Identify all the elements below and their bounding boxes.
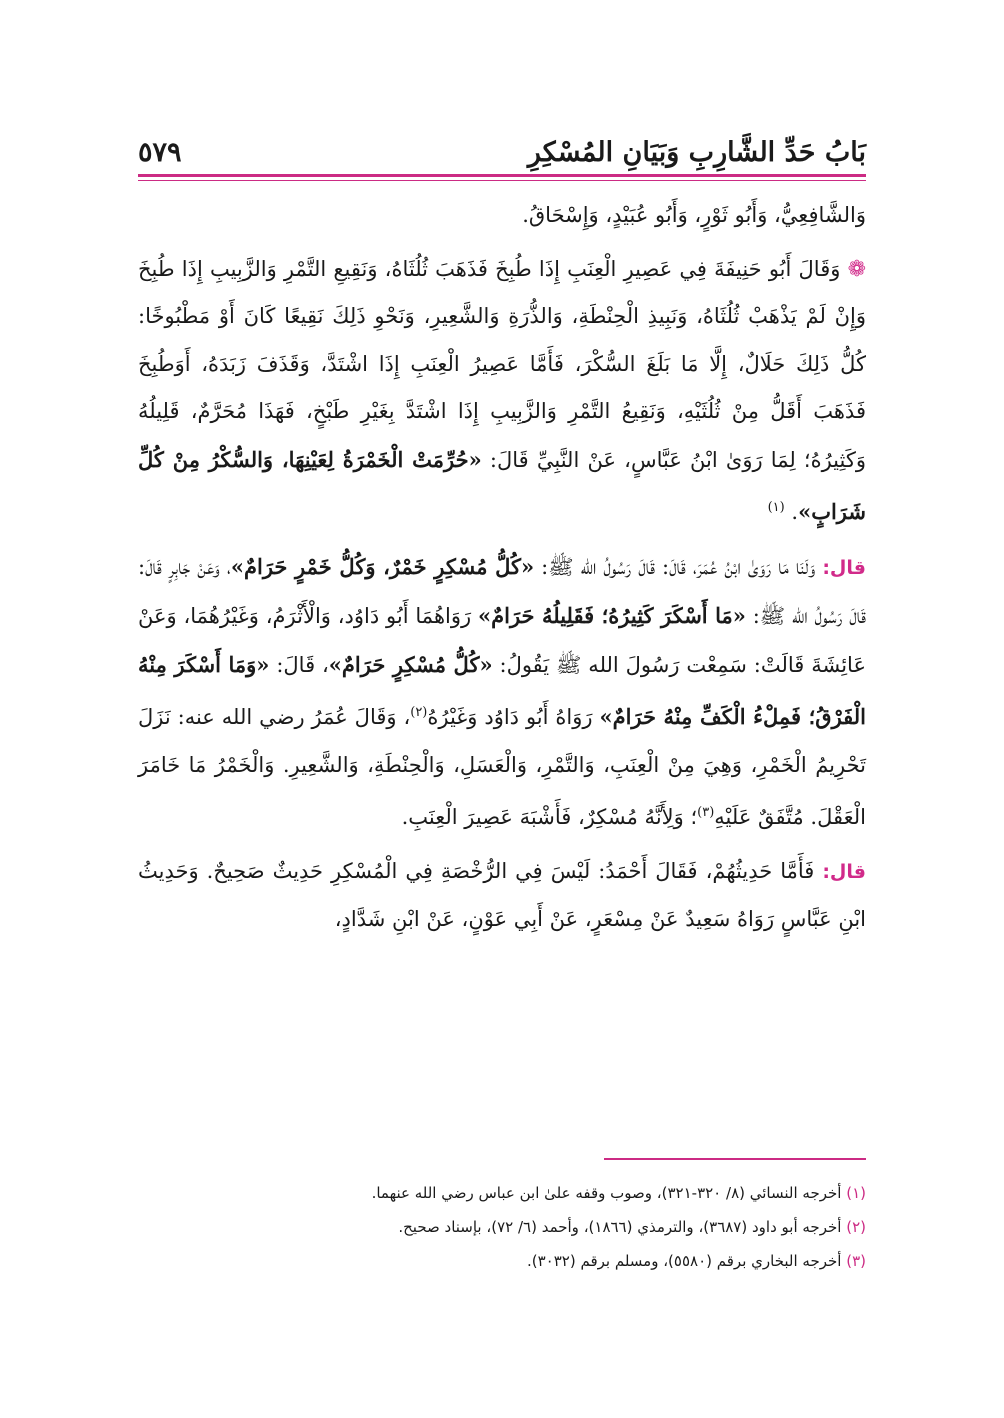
footnote-number: (١) (846, 1184, 866, 1202)
page-header (138, 120, 866, 168)
footnote-ref-1[interactable]: (١) (767, 500, 785, 515)
footnote-text: أخرجه أبو داود (٣٦٨٧)، والترمذي (١٨٦٦)، وأحمد (٦/ ٧٢)، بإسناد صحيح. (398, 1218, 842, 1236)
hadith-quote: «مَا أَسْكَرَ كَثِيرُهُ؛ فَقَلِيلُهُ حَرَامٌ» (477, 603, 746, 628)
footnote-2 (138, 1212, 866, 1242)
paragraph-3-text-f: ، وَقَالَ عُمَرُ رضي الله عنه: نَزَلَ تَحْرِيمُ الْخَمْرِ، وَهِيَ مِنْ الْعِنَبِ، وَالتَّمْرِ، وَالْعَسَلِ، وَالْحِنْطَةِ، وَالشَّعِيرِ. وَالْخَمْرُ مَا خَامَرَ الْعَقْلَ. مُتَّفَقٌ عَلَيْهِ (138, 705, 866, 829)
footnote-text: أخرجه البخاري برقم (٥٥٨٠)، ومسلم برقم (٣٠٣٢). (526, 1252, 842, 1270)
paragraph-3-text-e: رَوَاهُ أَبُو دَاوُد وَغَيْرُهُ (427, 705, 593, 729)
paragraph-3-text-b: ، وَعَنْ جَابِرٍ قَالَ: قَالَ رَسُولُ الله ﷺ: (138, 554, 866, 628)
hadith-quote: «حُرِّمَتْ الْخَمْرَةُ لِعَيْنِهَا، وَالسُّكْرُ مِنْ كُلِّ شَرَابٍ» (138, 446, 866, 524)
paragraph-3-text-g: ؛ وَلِأَنَّهُ مُسْكِرٌ، فَأَشْبَهَ عَصِيرَ الْعِنَبِ. (401, 805, 698, 829)
footnote-number: (٣) (846, 1252, 866, 1270)
paragraph-3-text-c: رَوَاهُمَا أَبُو دَاوُد، وَالْأَثْرَمُ، وَغَيْرُهُمَا، وَعَنْ عَائِشَةَ قَالَتْ: سَمِعْت رَسُولَ الله ﷺ يَقُولُ: (138, 604, 866, 677)
paragraph-1 (138, 192, 866, 240)
paragraph-3-text-a: وَلَنَا مَا رَوَىٰ ابْنُ عُمَرَ، قَالَ: قَالَ رَسُولُ الله ﷺ: (541, 554, 816, 579)
paragraph-2 (138, 246, 866, 537)
paragraph-2-text: وَقَالَ أَبُو حَنِيفَةَ فِي عَصِيرِ الْعِنَبِ إِذَا طُبِخَ فَذَهَبَ ثُلُثَاهُ، وَنَقِيعِ التَّمْرِ وَالزَّبِيبِ إِذَا طُبِخَ وَإِنْ لَمْ يَذْهَبْ ثُلُثَاهُ، وَنَبِيذِ الْحِنْطَةِ، وَالذُّرَةِ وَالشَّعِيرِ، وَنَحْوِ ذَلِكَ نَقِيعًا كَانَ أَوْ مَطْبُوخًا: كُلُّ ذَلِكَ حَلَالٌ، إِلَّا مَا بَلَغَ السُّكْرَ، فَأَمَّا عَصِيرُ الْعِنَبِ إِذَا اشْتَدَّ، وَقَذَفَ زَبَدَهُ، أَوَطُبِخَ فَذَهَبَ أَقَلُّ مِنْ ثُلُثَيْهِ، وَنَقِيعُ التَّمْرِ وَالزَّبِيبِ إِذَا اشْتَدَّ بِغَيْرِ طَبْخٍ، فَهَذَا مُحَرَّمٌ، قَلِيلُهُ وَكَثِيرُهُ؛ لِمَا رَوَىٰ ابْنُ عَبَّاسٍ، عَنْ النَّبِيِّ قَالَ: (138, 256, 866, 472)
body-text (138, 192, 866, 944)
footnote-1 (138, 1178, 866, 1208)
qala-label: قال: (822, 860, 866, 883)
running-title: بَابُ حَدِّ الشَّارِبِ وَبَيَانِ المُسْكِرِ (527, 137, 866, 168)
footnote-3 (138, 1246, 866, 1276)
paragraph-1-text: وَالشَّافِعِيُّ، وَأَبُو ثَوْرٍ، وَأَبُو عُبَيْدٍ، وَإِسْحَاقُ. (522, 203, 866, 227)
header-rule-thin (138, 180, 866, 181)
footnote-ref-2[interactable]: (٢) (410, 705, 428, 720)
footnote-ref-3[interactable]: (٣) (697, 805, 715, 820)
header-rule-thick (138, 174, 866, 177)
paragraph-2-end: . (791, 500, 799, 524)
footnote-separator (604, 1158, 866, 1160)
footnote-text: أخرجه النسائي (٨/ ٣٢٠-٣٢١)، وصوب وقفه علىٰ ابن عباس رضي الله عنهما. (371, 1184, 842, 1202)
footnote-number: (٢) (846, 1218, 866, 1236)
flower-ornament-icon: ❁ (847, 256, 866, 282)
paragraph-3 (138, 543, 866, 842)
page-number: ٥٧٩ (138, 137, 182, 168)
hadith-quote: «كُلُّ مُسْكِرٍ حَرَامٌ» (328, 651, 493, 677)
paragraph-4-text: فَأَمَّا حَدِيثُهُمْ، فَقَالَ أَحْمَدُ: لَيْسَ فِي الرُّخْصَةِ فِي الْمُسْكِرِ حَدِيثٌ صَحِيحٌ. وَحَدِيثُ ابْنِ عَبَّاسٍ رَوَاهُ سَعِيدٌ عَنْ مِسْعَرٍ، عَنْ أَبِي عَوْنٍ، عَنْ ابْنِ شَدَّادٍ، (138, 858, 866, 931)
paragraph-4 (138, 848, 866, 944)
hadith-quote: «كُلُّ مُسْكِرٍ خَمْرٌ، وَكُلُّ خَمْرٍ حَرَامٌ» (230, 553, 535, 579)
qala-label: قال: (822, 556, 866, 579)
hadith-quote: «وَمَا أَسْكَرَ مِنْهُ الْفَرْقُ؛ فَمِلْءُ الْكَفِّ مِنْهُ حَرَامٌ» (138, 651, 867, 729)
footnotes (138, 1178, 866, 1280)
paragraph-3-text-d: ، قَالَ: (276, 652, 329, 677)
